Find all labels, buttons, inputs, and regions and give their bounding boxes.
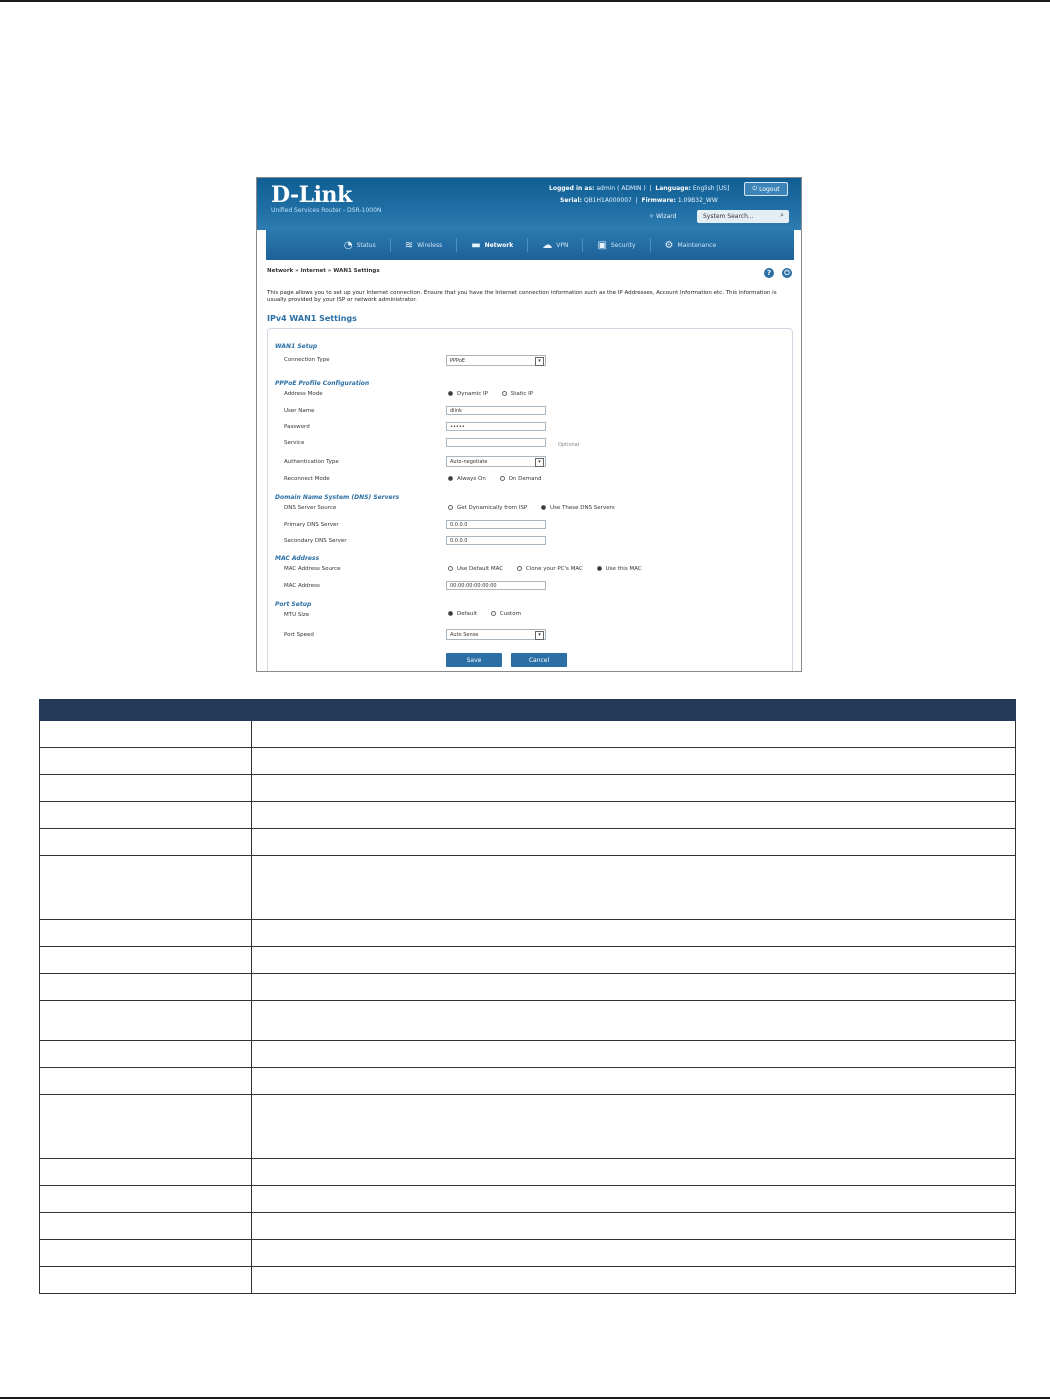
nav-label: Network	[484, 241, 514, 249]
mac-source-label: MAC Address Source	[284, 566, 341, 572]
radio-dot	[491, 611, 496, 616]
wizard-link[interactable]	[649, 213, 676, 220]
radio-label: Use These DNS Servers	[549, 505, 615, 511]
reconnect-mode-radios	[448, 476, 553, 482]
auth-type-value: Auto-negotiate	[450, 459, 488, 465]
main-nav	[266, 230, 794, 260]
lock-icon: ▣	[597, 239, 607, 251]
nav-vpn[interactable]	[528, 238, 583, 252]
group-mac: MAC Address	[275, 555, 320, 562]
language-link[interactable]: English [US]	[692, 185, 730, 192]
radio-dynamic-ip[interactable]	[448, 391, 488, 397]
firmware-label: Firmware:	[641, 197, 676, 204]
radio-label: Custom	[499, 611, 521, 617]
nav-wireless[interactable]	[391, 238, 458, 252]
radio-dot	[448, 566, 453, 571]
nav-network[interactable]	[457, 238, 528, 252]
radio-dns-manual[interactable]	[541, 505, 615, 511]
table-cell	[251, 1213, 1015, 1240]
nav-maintenance[interactable]	[651, 238, 731, 252]
table-cell	[40, 1186, 252, 1213]
power-icon: ⏻	[752, 185, 758, 192]
connection-type-label: Connection Type	[284, 357, 330, 363]
product-tagline: Unified Services Router - DSR-1000N	[271, 207, 382, 214]
nav-status[interactable]	[330, 238, 391, 252]
table-cell	[40, 829, 252, 856]
table-cell	[40, 947, 252, 974]
table-cell	[251, 1041, 1015, 1068]
radio-label: Static IP	[510, 391, 534, 397]
table-row	[40, 1041, 1016, 1068]
table-header-cell	[40, 700, 252, 721]
reconnect-mode-label: Reconnect Mode	[284, 476, 330, 482]
table-row	[40, 1068, 1016, 1095]
table-cell	[40, 721, 252, 748]
mac-address-input[interactable]: 00:00:00:00:00:00	[446, 581, 546, 590]
table-row	[40, 829, 1016, 856]
port-speed-label: Port Speed	[284, 632, 314, 638]
radio-dot	[448, 391, 453, 396]
table-cell	[40, 974, 252, 1001]
field-description-table	[39, 699, 1016, 1294]
section-title: IPv4 WAN1 Settings	[267, 314, 357, 323]
radio-dot	[597, 566, 602, 571]
mac-source-radios	[448, 566, 654, 572]
monitor-icon: ▬	[471, 239, 481, 251]
table-cell	[40, 1001, 252, 1041]
table-cell	[251, 1068, 1015, 1095]
table-cell	[40, 1068, 252, 1095]
top-rule	[0, 0, 1050, 2]
secondary-dns-input[interactable]: 0.0.0.0	[446, 536, 546, 545]
table-cell	[251, 721, 1015, 748]
table-cell	[40, 1095, 252, 1159]
dlink-logo: D-Link	[271, 182, 352, 208]
radio-this-mac[interactable]	[597, 566, 642, 572]
header-banner	[257, 178, 801, 230]
connection-type-select[interactable]	[446, 355, 546, 366]
table-row	[40, 1159, 1016, 1186]
table-cell	[40, 920, 252, 947]
password-label: Password	[284, 424, 310, 430]
table-cell	[251, 947, 1015, 974]
table-row	[40, 1240, 1016, 1267]
gauge-icon: ◔	[343, 239, 353, 251]
table-row	[40, 775, 1016, 802]
dropdown-arrow-icon: ▾	[535, 458, 544, 467]
table-cell	[40, 802, 252, 829]
port-speed-select[interactable]	[446, 629, 546, 640]
auth-type-select[interactable]	[446, 456, 546, 467]
bottom-rule	[0, 1397, 1050, 1399]
serial-label: Serial:	[560, 197, 582, 204]
radio-dns-dynamic[interactable]	[448, 505, 527, 511]
user-name-input[interactable]: dlink	[446, 406, 546, 415]
mac-address-label: MAC Address	[284, 583, 320, 589]
table-header-row	[40, 700, 1016, 721]
nav-security[interactable]	[583, 238, 650, 252]
logout-label: Logout	[759, 185, 780, 193]
service-input[interactable]	[446, 438, 546, 447]
cloud-icon: ☁	[542, 239, 553, 251]
radio-always-on[interactable]	[448, 476, 486, 482]
table-cell	[251, 1267, 1015, 1294]
table-cell	[40, 775, 252, 802]
language-label: Language:	[655, 185, 691, 192]
table-cell	[251, 1001, 1015, 1041]
table-row	[40, 748, 1016, 775]
router-screenshot	[256, 177, 802, 672]
group-port: Port Setup	[275, 601, 312, 608]
port-speed-value: Auto Sense	[450, 632, 479, 638]
radio-dot	[448, 505, 453, 510]
dropdown-arrow-icon: ▾	[535, 631, 544, 640]
service-label: Service	[284, 440, 305, 446]
serial-info: Serial: QB1H1A000007 | Firmware: 1.09B32_WW	[560, 197, 718, 204]
password-input[interactable]: •••••	[446, 422, 546, 431]
dns-source-label: DNS Server Source	[284, 505, 337, 511]
radio-default-mac[interactable]	[448, 566, 503, 572]
intro-text: This page allows you to set up your Internet connection. Ensure that you have the Internet connection information such as the IP Addresses, Account Information etc. This information is usually provided by your ISP or network administrator.	[267, 290, 777, 303]
secondary-dns-label: Secondary DNS Server	[284, 538, 347, 544]
table-cell	[251, 920, 1015, 947]
radio-mtu-custom[interactable]	[491, 611, 521, 617]
radio-label: On Demand	[508, 476, 542, 482]
table-cell	[40, 1041, 252, 1068]
table-cell	[251, 974, 1015, 1001]
table-row	[40, 1095, 1016, 1159]
help-icon[interactable]: ?	[764, 268, 774, 278]
table-cell	[251, 1186, 1015, 1213]
wifi-icon: ≋	[404, 239, 414, 251]
table-cell	[251, 1159, 1015, 1186]
search-icon: ⌕	[780, 211, 784, 219]
nav-label: Status	[356, 241, 376, 249]
table-cell	[251, 1240, 1015, 1267]
dropdown-arrow-icon: ▾	[535, 357, 544, 366]
table-row	[40, 856, 1016, 920]
group-wan-setup: WAN1 Setup	[275, 343, 318, 350]
table-cell	[40, 748, 252, 775]
wand-icon: ✧	[649, 213, 655, 220]
address-mode-radios	[448, 391, 545, 397]
serial-value: QB1H1A000007	[583, 197, 632, 204]
table-row	[40, 974, 1016, 1001]
radio-label: Use Default MAC	[457, 566, 504, 572]
table-cell	[251, 802, 1015, 829]
radio-label: Clone your PC's MAC	[525, 566, 583, 572]
gear-icon: ⚙	[664, 239, 674, 251]
table-row	[40, 920, 1016, 947]
save-button[interactable]: Save	[446, 653, 502, 667]
table-cell	[40, 1213, 252, 1240]
table-cell	[40, 1159, 252, 1186]
logged-in-user[interactable]: admin ( ADMIN )	[596, 185, 646, 192]
radio-label: Dynamic IP	[457, 391, 488, 397]
group-dns: Domain Name System (DNS) Servers	[275, 494, 400, 501]
radio-label: Always On	[457, 476, 486, 482]
logged-in-info: Logged in as: admin ( ADMIN ) | Language: English [US]	[549, 185, 730, 192]
radio-label: Default	[457, 611, 478, 617]
table-cell	[251, 1095, 1015, 1159]
logged-in-label: Logged in as:	[549, 185, 595, 192]
radio-label: Use this MAC	[605, 566, 642, 572]
table-row	[40, 1213, 1016, 1240]
cancel-button[interactable]: Cancel	[511, 653, 567, 667]
table-row	[40, 802, 1016, 829]
search-placeholder: System Search...	[703, 213, 754, 220]
connection-type-value: PPPoE	[450, 358, 466, 364]
user-name-label: User Name	[284, 408, 315, 414]
table-row	[40, 1267, 1016, 1294]
optional-hint: Optional	[558, 442, 580, 448]
group-pppoe: PPPoE Profile Configuration	[275, 380, 370, 387]
radio-dot	[448, 476, 453, 481]
table-cell	[251, 856, 1015, 920]
radio-dot	[500, 476, 505, 481]
mtu-size-label: MTU Size	[284, 612, 310, 618]
nav-label: VPN	[556, 241, 569, 249]
primary-dns-input[interactable]: 0.0.0.0	[446, 520, 546, 529]
radio-static-ip[interactable]	[502, 391, 533, 397]
radio-dot	[541, 505, 546, 510]
table-cell	[40, 856, 252, 920]
dns-source-radios	[448, 505, 627, 511]
table-cell	[40, 1267, 252, 1294]
table-row	[40, 947, 1016, 974]
table-cell	[251, 748, 1015, 775]
wizard-label: Wizard	[655, 213, 677, 220]
table-row	[40, 721, 1016, 748]
radio-dot	[517, 566, 522, 571]
logout-circle-icon[interactable]: ⏻	[782, 268, 792, 278]
radio-clone-mac[interactable]	[517, 566, 583, 572]
table-row	[40, 1186, 1016, 1213]
logout-button[interactable]	[744, 182, 788, 196]
nav-label: Wireless	[417, 241, 443, 249]
address-mode-label: Address Mode	[284, 391, 323, 397]
radio-on-demand[interactable]	[500, 476, 542, 482]
radio-mtu-default[interactable]	[448, 611, 477, 617]
radio-label: Get Dynamically from ISP	[457, 505, 528, 511]
table-cell	[251, 775, 1015, 802]
primary-dns-label: Primary DNS Server	[284, 522, 339, 528]
nav-label: Maintenance	[677, 241, 717, 249]
nav-label: Security	[610, 241, 636, 249]
radio-dot	[502, 391, 507, 396]
table-cell	[40, 1240, 252, 1267]
table-row	[40, 1001, 1016, 1041]
auth-type-label: Authentication Type	[284, 459, 339, 465]
firmware-value: 1.09B32_WW	[677, 197, 718, 204]
breadcrumb: Network » Internet » WAN1 Settings	[267, 268, 380, 274]
table-header-cell	[251, 700, 1015, 721]
table-cell	[251, 829, 1015, 856]
mtu-size-radios	[448, 611, 533, 617]
radio-dot	[448, 611, 453, 616]
system-search-input[interactable]	[697, 210, 789, 223]
